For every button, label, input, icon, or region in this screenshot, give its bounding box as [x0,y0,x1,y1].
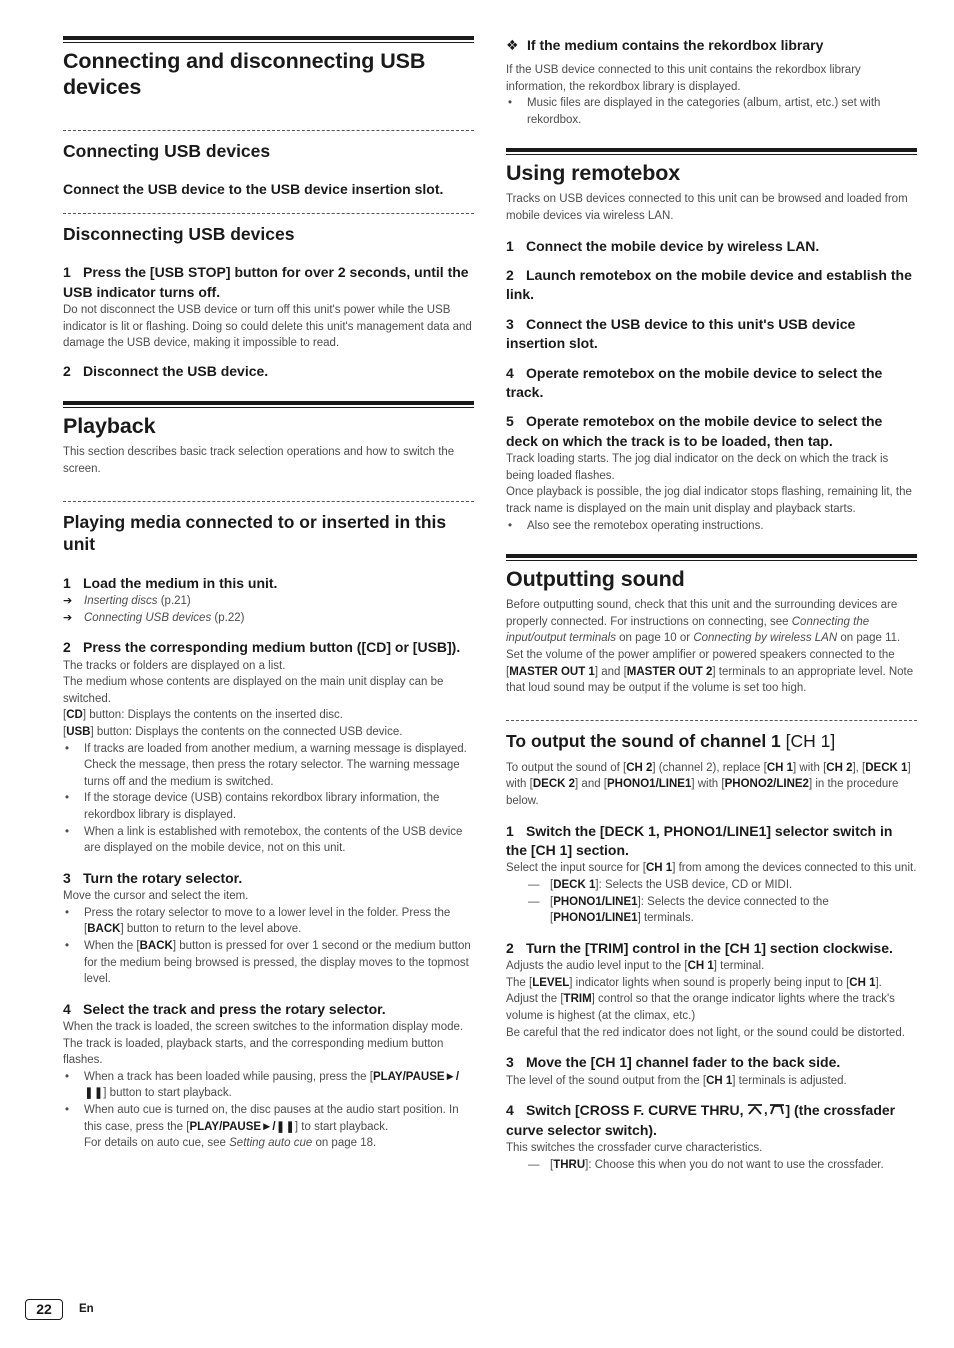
step-1: 1 Press the [USB STOP] button for over 2 seconds, until the USB indicator turns off. [63,264,469,300]
step-2-line: Be careful that the red indicator does not light, or the sound could be distorted. [506,1026,905,1039]
subsection-title-media: Playing media connected to or inserted in this unit [63,511,447,554]
step-2-line: The medium whose contents are displayed on the main unit display can be switched. [63,676,444,705]
dashed-divider [506,720,917,721]
right-column [506,36,917,1173]
subsection-title-ch1: To output the sound of channel 1 [CH 1] [506,730,836,751]
language-code: En [79,1303,94,1315]
output-paragraph: Before outputting sound, check that this unit and the surrounding devices are properly connected. For instructions on connecting, see Connecting the input/output terminals on page 10 or Connecting by wireless LAN on page 11. [506,599,901,645]
dashed-divider [63,130,474,131]
step-1: 1 Switch the [DECK 1, PHONO1/LINE1] selector switch in the [CH 1] section. [506,822,893,858]
step-3: 3 Move the [CH 1] channel fader to the back side. [506,1054,841,1071]
step-3-line: The level of the sound output from the [CH 1] terminals is adjusted. [506,1074,847,1087]
bullet-item: • If tracks are loaded from another medium, a warning message is displayed. Check the message, then press the rotary selector. The warning message turns off and the medium is switched. [63,741,474,791]
svg-text:,: , [764,1102,769,1117]
crossfader-curve-icon [747,1102,785,1116]
step-4-line: When the track is loaded, the screen switches to the information display mode. [63,1021,464,1034]
bullet-item: • When a link is established with remotebox, the contents of the USB device are displayed on the mobile device, not on this unit. [63,824,474,857]
section-title-usb: Connecting and disconnecting USB devices [63,49,426,99]
step-3-line: Move the cursor and select the item. [63,890,249,903]
step-5-line: Track loading starts. The jog dial indicator on the deck on which the track is being loaded flashes. [506,453,889,482]
reference-link[interactable]: ➔ Inserting discs (p.21) [63,593,474,610]
bullet-item: • Press the rotary selector to move to a lower level in the folder. Press the [BACK] button to return to the level above. [63,905,474,938]
step-2: 2 Turn the [TRIM] control in the [CH 1] section clockwise. [506,939,893,956]
section-rule [63,401,474,408]
option-item: — [THRU]: Choose this when you do not want to use the crossfader. [528,1158,884,1171]
rekordbox-heading: ❖ If the medium contains the rekordbox library [506,37,824,53]
section-title-output: Outputting sound [506,567,685,592]
step-5: 5 Operate remotebox on the mobile device to select the deck on which the track is to be loaded, then tap. [506,413,883,449]
step-2: 2 Press the corresponding medium button ([CD] or [USB]). [63,639,461,656]
section-title-playback: Playback [63,414,156,439]
step-4-line: The track is loaded, playback starts, and the corresponding medium button flashes. [63,1037,444,1067]
bullet-item: • When the [BACK] button is pressed for over 1 second or the medium button for the medium being browsed is pressed, the display moves to the topmost level. [63,938,474,988]
page-footer [25,1299,145,1321]
section-rule [63,36,474,43]
step-3: 3 Turn the rotary selector. [63,869,243,886]
section-title-remotebox: Using remotebox [506,161,681,186]
step-2-line: The tracks or folders are displayed on a list. [63,659,286,672]
rekordbox-body: If the USB device connected to this unit contains the rekordbox library information, the rekordbox library is displayed. [506,64,861,93]
step-5-line: Once playback is possible, the jog dial indicator stops flashing, remaining lit, the track name is displayed on the main unit display and playback starts. [506,486,912,515]
step-2: 2 Disconnect the USB device. [63,363,269,379]
step-4: 4 Select the track and press the rotary selector. [63,1000,386,1017]
option-item: — [DECK 1]: Selects the USB device, CD or MIDI. [528,878,793,891]
left-column [63,36,474,1152]
step-2-line: Adjust the [TRIM] control so that the orange indicator lights where the track's volume is highest (at the climax, etc.) [506,993,895,1022]
option-item: — [PHONO1/LINE1]: Selects the device connected to the [PHONO1/LINE1] terminals. [528,895,829,925]
page-number: 22 [25,1299,63,1320]
step-3: 3 Connect the USB device to this unit's USB device insertion slot. [506,315,856,352]
dashed-divider [63,501,474,502]
step-2-line: [USB] button: Displays the contents on the connected USB device. [63,725,403,738]
bullet-item: • When auto cue is turned on, the disc pauses at the audio start position. In this case, press the [PLAY/PAUSE►/❚❚] to start playback. For details on auto cue, see Setting auto cue on page 18. [63,1102,474,1152]
step-4-line: This switches the crossfader curve characteristics. [506,1141,763,1154]
arrow-icon: ➔ [63,595,73,607]
subsection-title-disconnect: Disconnecting USB devices [63,224,295,245]
step-4: 4 Operate remotebox on the mobile device to select the track. [506,364,883,400]
diamond-icon: ❖ [506,37,519,53]
reference-link[interactable]: ➔ Connecting USB devices (p.22) [63,610,474,627]
step-connect: Connect the USB device to the USB device insertion slot. [63,181,444,197]
section-rule [506,148,917,155]
step-1-body: Do not disconnect the USB device or turn off this unit's power while the USB indicator is lit or flashing. Doing so could delete this unit's management data and damage the USB device, making it impossible to read. [63,304,472,350]
bullet-item: • Music files are displayed in the categories (album, artist, etc.) set with rekordbox. [506,95,917,128]
step-1: 1 Connect the mobile device by wireless LAN. [506,237,820,254]
bullet-item: • When a track has been loaded while pausing, press the [PLAY/PAUSE►/❚❚] button to start playback. [63,1069,474,1102]
subsection-title-connect: Connecting USB devices [63,141,271,161]
step-2-line: The [LEVEL] indicator lights when sound is properly being input to [CH 1]. [506,976,882,989]
output-paragraph: Set the volume of the power amplifier or powered speakers connected to the [MASTER OUT 1] and [MASTER OUT 2] terminals to an appropriate level. Note that loud sound may be output if the volume is set too high. [506,648,914,695]
step-2-line: Adjusts the audio level input to the [CH 1] terminal. [506,960,765,973]
dashed-divider [63,213,474,214]
bullet-item: • If the storage device (USB) contains rekordbox library information, the rekordbox library is displayed. [63,790,474,823]
playback-intro: This section describes basic track selection operations and how to switch the screen. [63,446,455,475]
arrow-icon: ➔ [63,611,73,624]
remotebox-intro: Tracks on USB devices connected to this unit can be browsed and loaded from mobile devices via wireless LAN. [506,193,908,222]
step-1-line: Select the input source for [CH 1] from among the devices connected to this unit. [506,862,917,875]
step-1: 1 Load the medium in this unit. [63,574,278,591]
bullet-item: • Also see the remotebox operating instructions. [506,518,917,535]
step-2: 2 Launch remotebox on the mobile device and establish the link. [506,266,912,303]
step-2-line: [CD] button: Displays the contents on the inserted disc. [63,709,344,722]
ch1-paragraph: To output the sound of [CH 2] (channel 2), replace [CH 1] with [CH 2], [DECK 1] with [DECK 2] and [PHONO1/LINE1] with [PHONO2/LINE2] in the procedure below. [506,761,911,807]
step-4: 4 Switch [CROSS F. CURVE THRU, , ] (the crossfader curve selector switch). [506,1102,896,1138]
section-rule [506,554,917,561]
